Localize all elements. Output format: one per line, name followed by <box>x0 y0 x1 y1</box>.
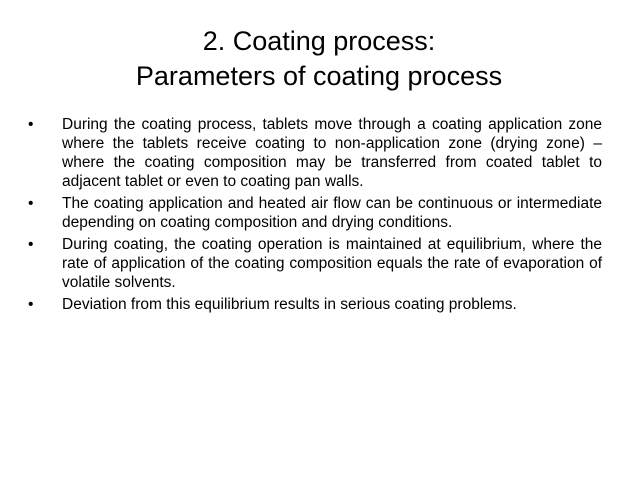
bullet-item-2 <box>28 194 602 232</box>
bullet-text-4: Deviation from this equilibrium results in serious coating problems. <box>62 296 517 313</box>
bullet-text-2: The coating application and heated air flow can be continuous or intermediate depending on coating composition and drying conditions. <box>62 195 602 231</box>
bullet-dot-icon: • <box>28 236 34 253</box>
bullet-text-3: During coating, the coating operation is maintained at equilibrium, where the rate of application of the coating composition equals the rate of evaporation of volatile solvents. <box>62 236 602 291</box>
bullet-item-3 <box>28 235 602 292</box>
title-line-2: Parameters of coating process <box>135 61 503 91</box>
bullet-list <box>28 115 602 317</box>
bullet-item-1 <box>28 115 602 191</box>
bullet-dot-icon: • <box>28 116 34 133</box>
title-line-1: 2. Coating process: <box>202 26 436 56</box>
slide-title <box>40 24 598 94</box>
bullet-text-1: During the coating process, tablets move through a coating application zone where the tablets receive coating to non-application zone (drying zone) –where the coating composition may be transferred from coated tablet to adjacent tablet or even to coating pan walls. <box>62 116 602 190</box>
bullet-item-4 <box>28 295 602 314</box>
bullet-dot-icon: • <box>28 195 34 212</box>
bullet-dot-icon: • <box>28 296 34 313</box>
